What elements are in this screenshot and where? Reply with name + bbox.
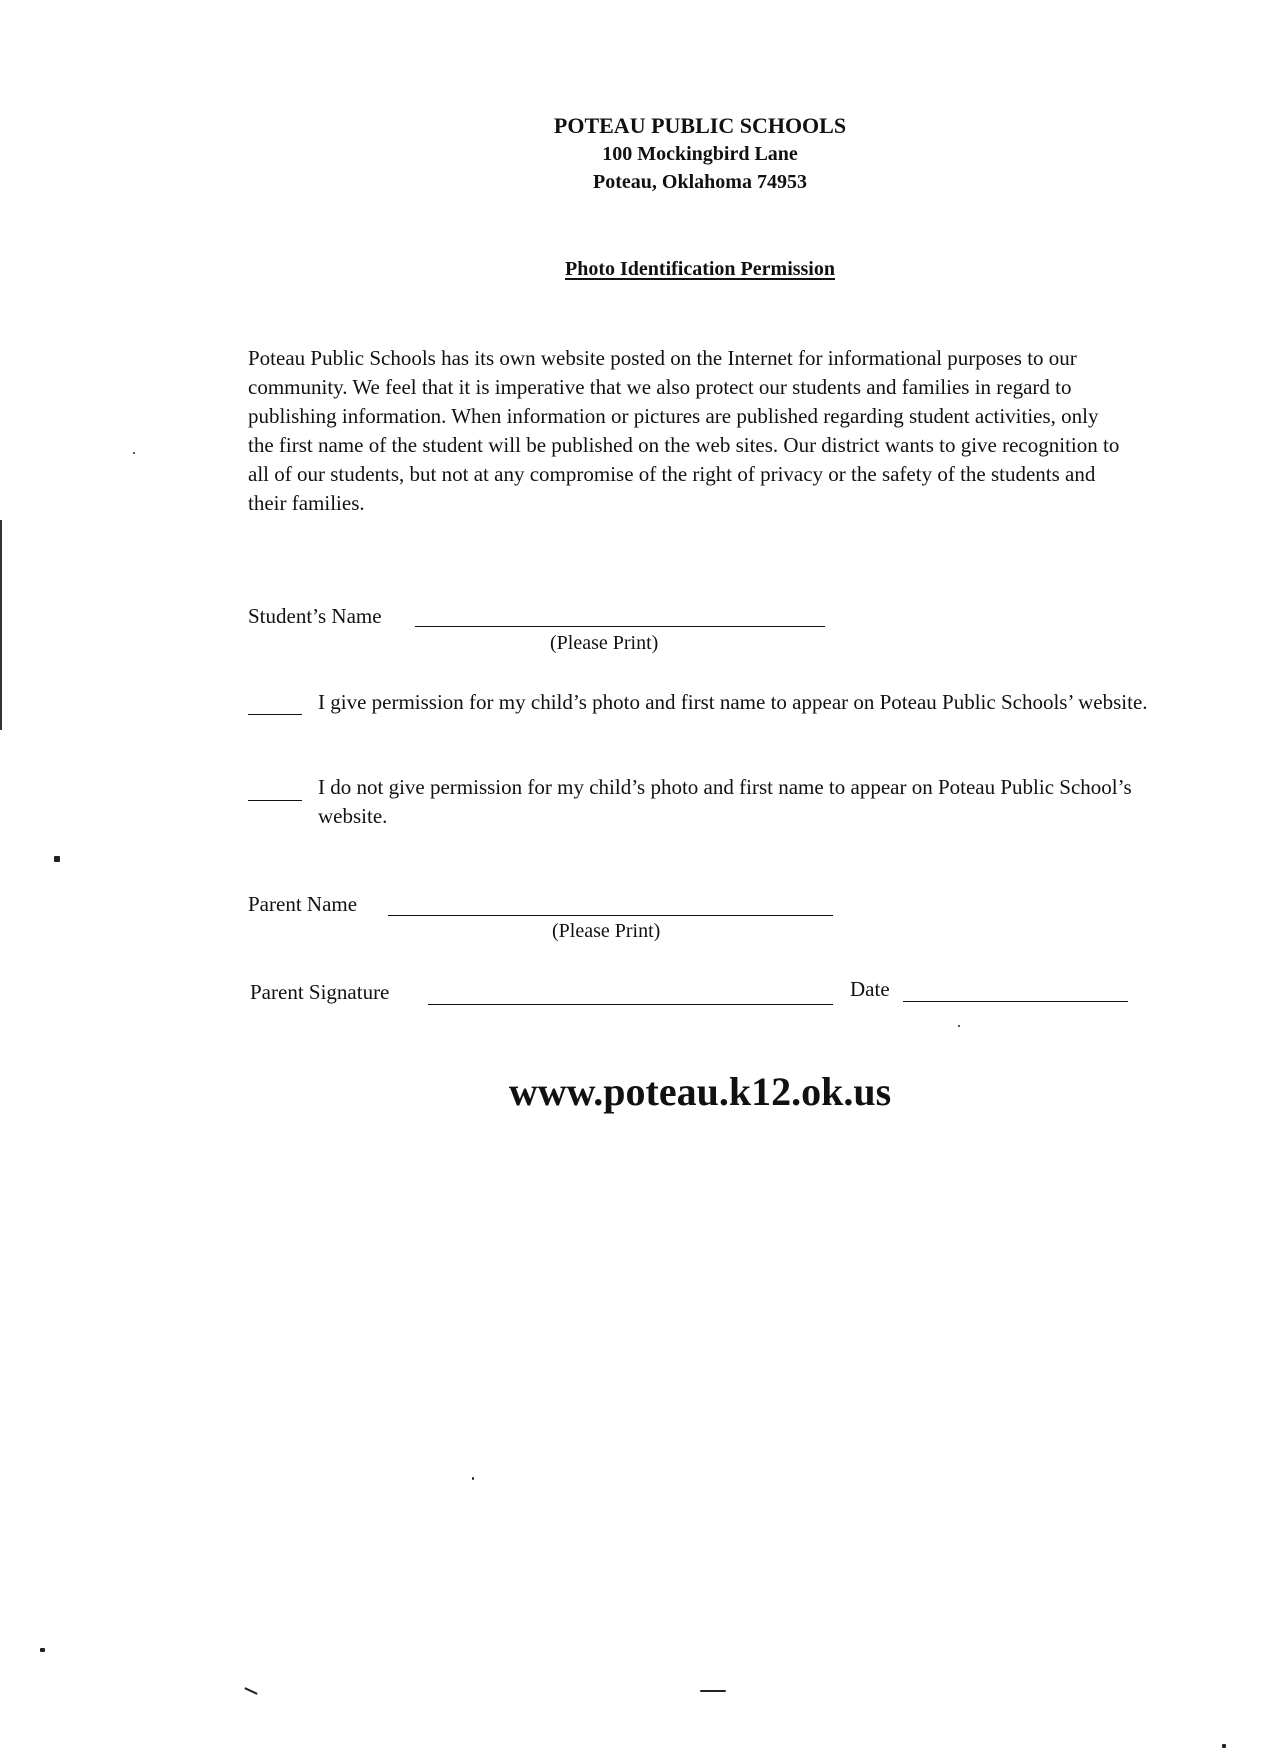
scan-speck <box>40 1648 45 1652</box>
give-permission-text: I give permission for my child’s photo and first name to appear on Poteau Public Schools’ website. <box>318 690 1148 714</box>
deny-permission-text: I do not give permission for my child’s photo and first name to appear on Poteau Public School’s website. <box>318 775 1132 828</box>
parent-name-hint: (Please Print) <box>552 920 661 942</box>
website-url: www.poteau.k12.ok.us <box>508 1069 892 1114</box>
parent-signature-label: Parent Signature <box>250 980 390 1004</box>
scan-edge-mark <box>0 520 2 730</box>
form-title: Photo Identification Permission <box>565 258 835 280</box>
student-name-field[interactable] <box>415 626 825 627</box>
scan-speck <box>700 1690 726 1692</box>
scan-speck <box>244 1687 258 1695</box>
intro-paragraph: Poteau Public Schools has its own website posted on the Internet for informational purposes to our community. We feel that it is imperative that we also protect our students and families in regard to publishing information. When information or pictures are published regarding student activities, only the first name of the student will be published on the web sites. Our district wants to give recognition to all of our students, but not at any compromise of the right of privacy or the safety of the students and their families. <box>248 346 1120 515</box>
give-permission-blank[interactable] <box>248 714 302 715</box>
parent-name-field[interactable] <box>388 915 833 916</box>
parent-signature-field[interactable] <box>428 1004 833 1005</box>
school-name: POTEAU PUBLIC SCHOOLS <box>553 113 847 138</box>
date-field[interactable] <box>903 1001 1128 1002</box>
parent-name-label: Parent Name <box>248 892 358 916</box>
student-name-label: Student’s Name <box>248 604 382 628</box>
school-street-address: 100 Mockingbird Lane <box>602 143 798 165</box>
scan-speck <box>958 1025 960 1027</box>
scan-speck <box>472 1477 474 1480</box>
date-label: Date <box>850 977 890 1001</box>
letterhead <box>420 112 980 196</box>
deny-permission-blank[interactable] <box>248 800 302 801</box>
scan-speck <box>54 856 60 862</box>
scan-speck <box>133 452 135 454</box>
school-city-state-zip: Poteau, Oklahoma 74953 <box>593 171 807 193</box>
student-name-hint: (Please Print) <box>550 632 659 654</box>
scan-speck <box>1222 1744 1226 1748</box>
